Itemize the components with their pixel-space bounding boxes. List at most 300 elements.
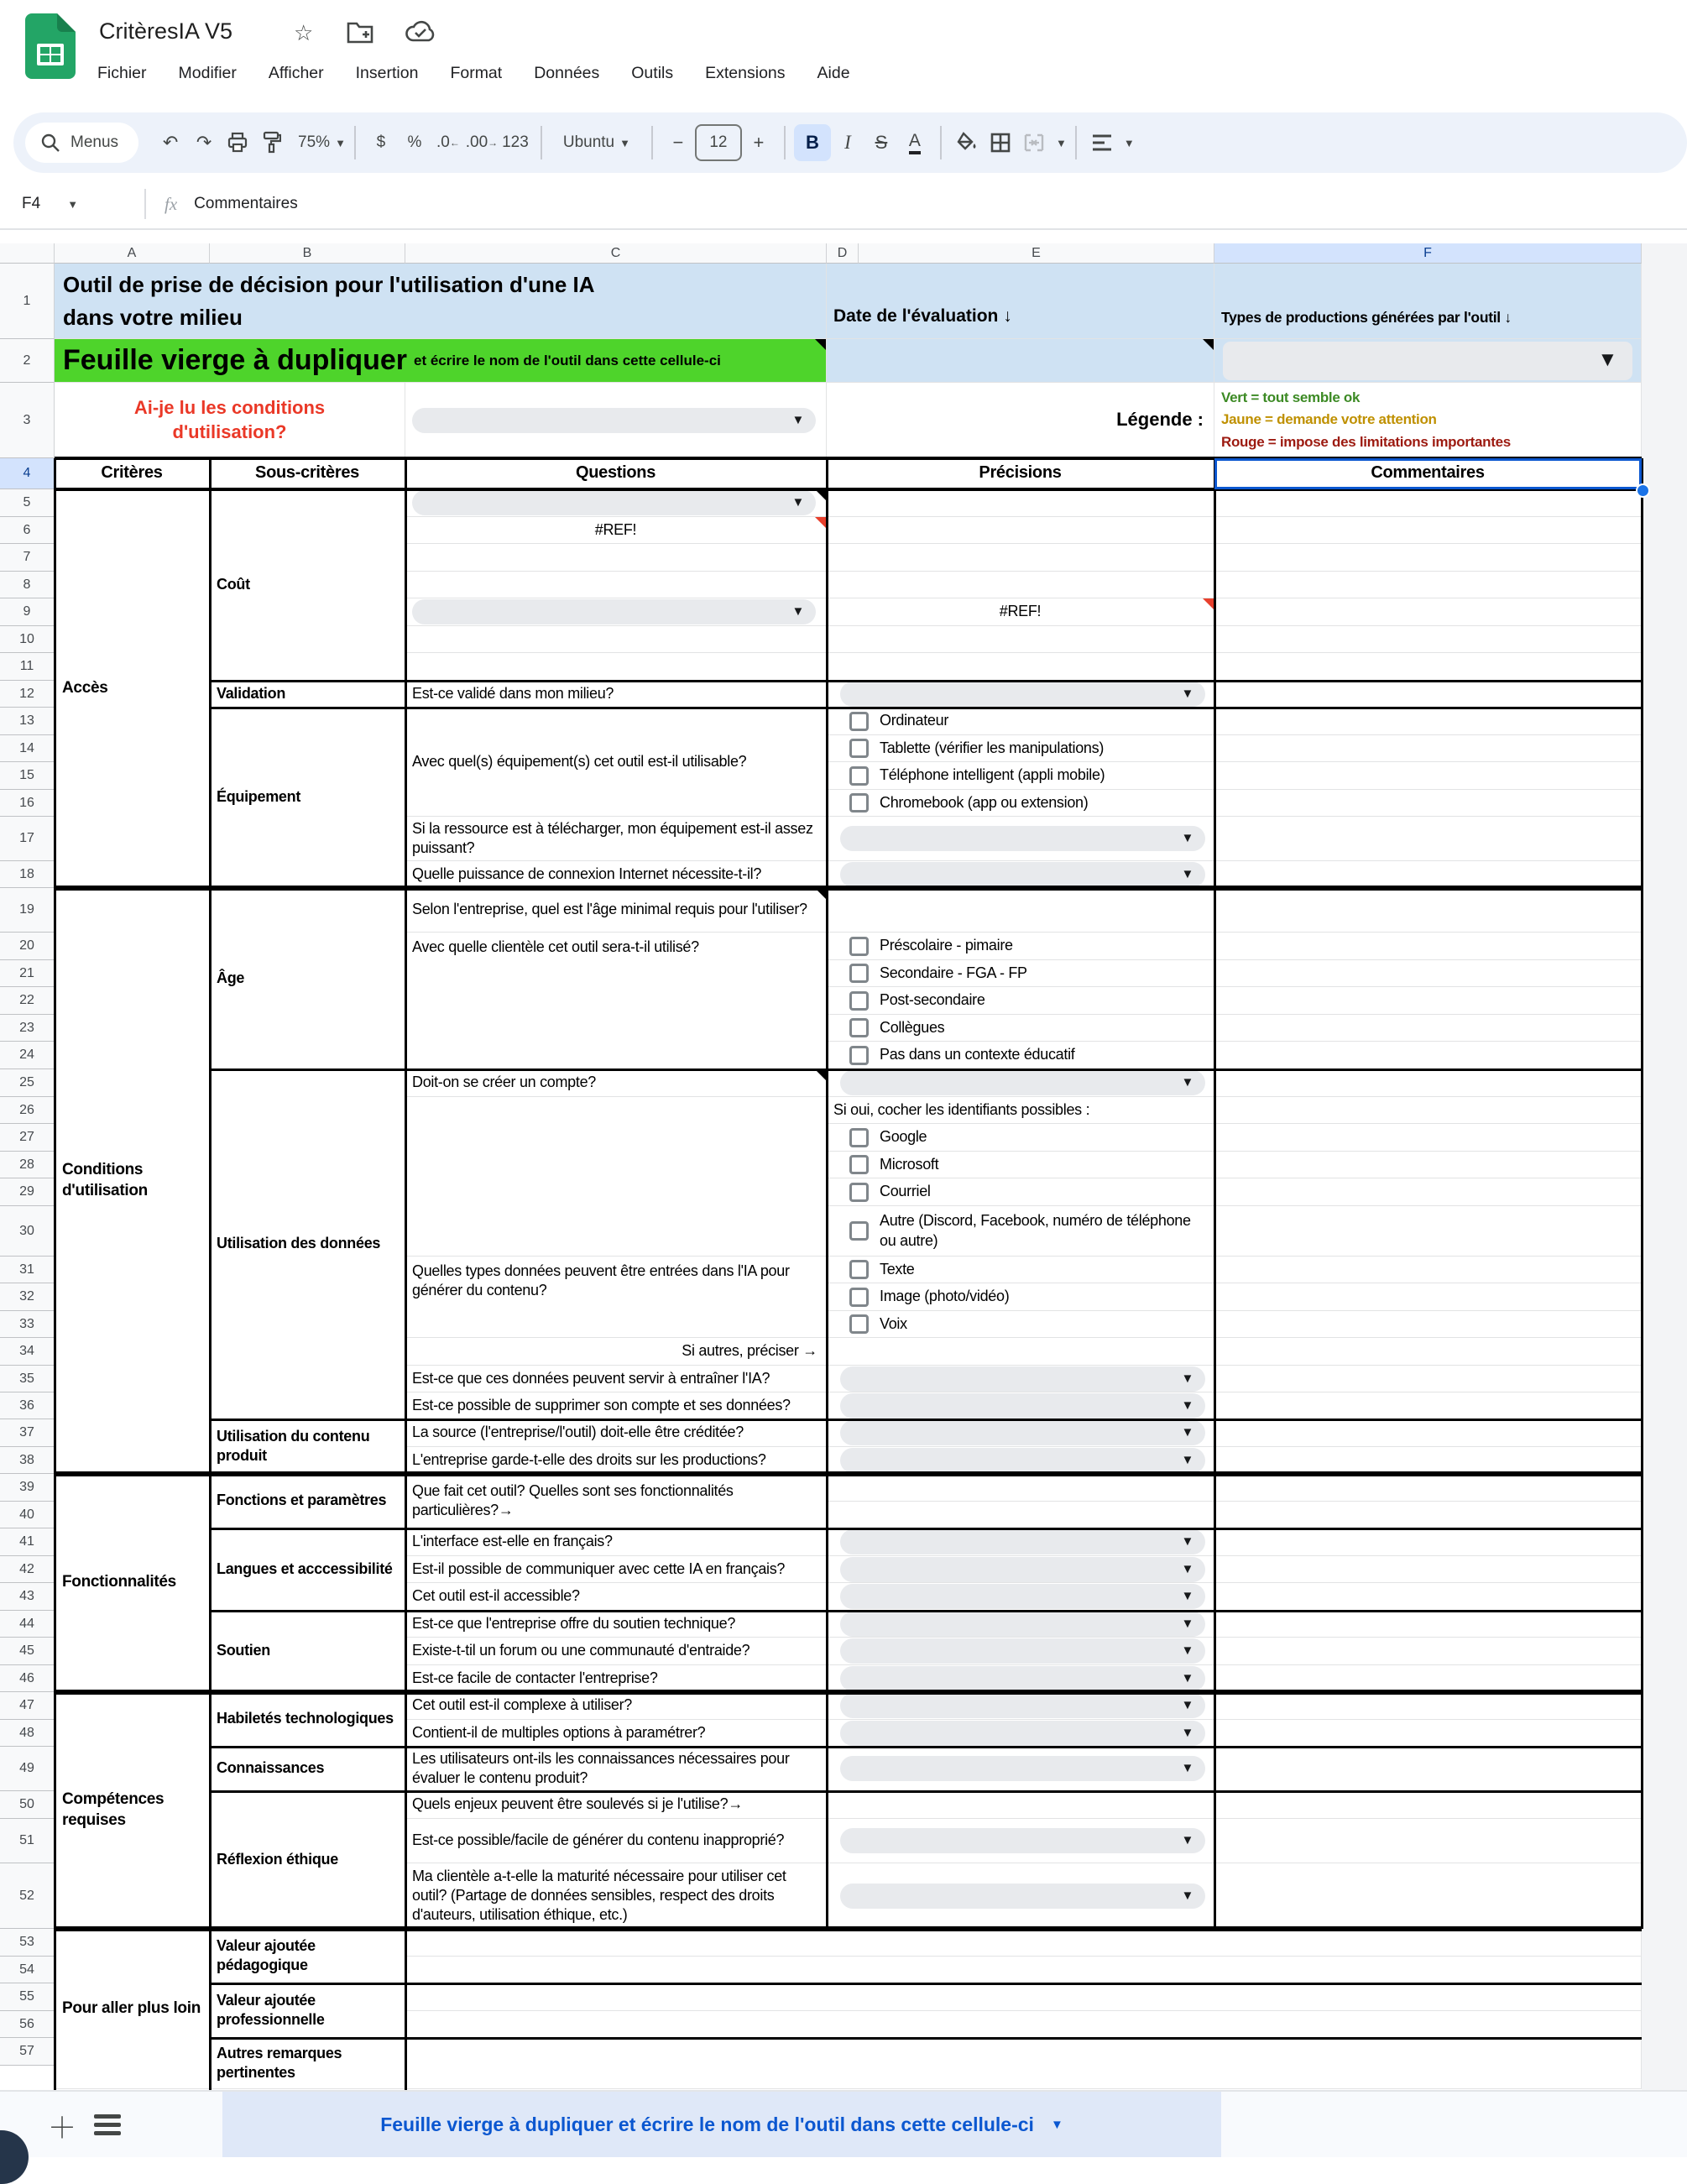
cell-F26[interactable] [1214,1097,1642,1124]
row-header-39[interactable]: 39 [0,1474,55,1502]
cell-F32[interactable] [1214,1283,1642,1311]
row-header-13[interactable]: 13 [0,708,55,735]
row-header-44[interactable]: 44 [0,1611,55,1638]
cell-DE22[interactable] [827,987,1214,1015]
cell-C7[interactable] [405,544,827,572]
cell-DE32[interactable] [827,1283,1214,1311]
cell-DE1[interactable] [827,264,1214,339]
checkbox-DE29[interactable] [849,1183,869,1202]
row-header-5[interactable]: 5 [0,489,55,517]
cell-DE5[interactable] [827,489,1214,517]
row-header-28[interactable]: 28 [0,1152,55,1178]
dropdown-DE44[interactable] [840,1612,1205,1637]
decrease-font-size-button[interactable]: − [672,132,684,153]
cell-A39[interactable] [55,1474,210,1692]
cell-C10[interactable] [405,626,827,653]
undo-button[interactable]: ↶ [162,132,179,153]
chevron-down-icon[interactable]: ▼ [1055,136,1067,149]
checkbox-DE24[interactable] [849,1046,869,1065]
cell-C18[interactable] [405,861,827,888]
cell-A4[interactable] [55,458,210,489]
cell-F49[interactable] [1214,1747,1642,1791]
cell-DE15[interactable] [827,762,1214,790]
sheet-tab-active[interactable]: Feuille vierge à dupliquer et écrire le nom de l'outil dans cette cellule-ci ▼ [222,2092,1221,2157]
cell-DE8[interactable] [827,572,1214,598]
cell-A53[interactable] [55,1929,210,2089]
cell-C47[interactable] [405,1692,827,1720]
cell-DE34[interactable] [827,1338,1214,1366]
text-color-button[interactable]: A [898,124,932,161]
cell-C49[interactable] [405,1747,827,1791]
row-header-3[interactable]: 3 [0,383,55,458]
cell-DE21[interactable] [827,960,1214,987]
cell-DE6[interactable] [827,517,1214,544]
zoom-select[interactable]: 75% ▼ [298,133,346,151]
cell-F16[interactable] [1214,790,1642,817]
cell-C39[interactable] [405,1474,827,1528]
cell-B12[interactable] [210,681,405,708]
row-header-10[interactable]: 10 [0,626,55,653]
row-header-42[interactable]: 42 [0,1556,55,1583]
cell-F34[interactable] [1214,1338,1642,1366]
cell-F3[interactable] [1214,383,1642,458]
dropdown-DE17[interactable] [840,826,1205,851]
increase-font-size-button[interactable]: + [753,132,765,153]
row-header-23[interactable]: 23 [0,1015,55,1042]
cell-DE52[interactable] [827,1863,1214,1929]
cell-F33[interactable] [1214,1311,1642,1338]
dropdown-DE37[interactable] [840,1420,1205,1445]
dropdown-DE52[interactable] [840,1884,1205,1909]
cell-B37[interactable] [210,1419,405,1474]
cell-C45[interactable] [405,1638,827,1665]
cell-DE45[interactable] [827,1638,1214,1665]
row-header-57[interactable]: 57 [0,2038,55,2066]
cell-C13[interactable] [405,708,827,817]
cell-DE4[interactable] [827,458,1214,489]
row-header-43[interactable]: 43 [0,1583,55,1611]
cell-C26[interactable] [405,1097,827,1257]
row-header-52[interactable]: 52 [0,1863,55,1929]
cell-DE12[interactable] [827,681,1214,708]
cell-DE19[interactable] [827,888,1214,933]
row-header-48[interactable]: 48 [0,1720,55,1747]
cell-B55[interactable] [210,1983,405,2038]
cell-A5[interactable] [55,489,210,888]
row-header-22[interactable]: 22 [0,987,55,1015]
row-header-30[interactable]: 30 [0,1206,55,1257]
cell-DE39[interactable] [827,1474,1214,1502]
checkbox-DE13[interactable] [849,712,869,731]
cell-A19[interactable] [55,888,210,1474]
row-header-27[interactable]: 27 [0,1124,55,1152]
cell-B53[interactable] [210,1929,405,1983]
dropdown-DE25[interactable] [840,1070,1205,1095]
cell-DE29[interactable] [827,1178,1214,1206]
cell-C52[interactable] [405,1863,827,1929]
cell-DE9[interactable] [827,598,1214,626]
cell-AC2[interactable] [55,339,827,383]
cell-DE51[interactable] [827,1819,1214,1863]
cell-C31[interactable] [405,1257,827,1338]
row-header-21[interactable]: 21 [0,960,55,987]
row-header-53[interactable]: 53 [0,1929,55,1957]
menu-aide[interactable]: Aide [817,64,850,82]
dropdown-DE49[interactable] [840,1756,1205,1781]
cell-F48[interactable] [1214,1720,1642,1747]
more-formats-button[interactable]: 123 [502,133,529,151]
row-header-19[interactable]: 19 [0,888,55,933]
italic-button[interactable]: I [844,132,851,153]
row-header-46[interactable]: 46 [0,1665,55,1692]
cell-DE23[interactable] [827,1015,1214,1042]
format-percent-button[interactable]: % [407,133,422,151]
row-header-9[interactable]: 9 [0,598,55,626]
cell-C48[interactable] [405,1720,827,1747]
cell-B41[interactable] [210,1528,405,1611]
cell-C4[interactable] [405,458,827,489]
dropdown-C9[interactable] [412,599,816,624]
font-select[interactable]: Ubuntu ▼ [562,133,631,151]
cell-F36[interactable] [1214,1392,1642,1419]
row-header-36[interactable]: 36 [0,1392,55,1419]
cell-DE13[interactable] [827,708,1214,735]
name-box[interactable]: F4 ▼ [22,195,79,212]
checkbox-DE31[interactable] [849,1260,869,1279]
cell-F14[interactable] [1214,735,1642,762]
cell-F4[interactable] [1214,458,1642,489]
dropdown-DE43[interactable] [840,1584,1205,1609]
select-all-corner[interactable] [0,243,55,264]
row-header-31[interactable]: 31 [0,1257,55,1283]
cell-DE41[interactable] [827,1528,1214,1556]
row-header-40[interactable]: 40 [0,1502,55,1528]
cell-DE30[interactable] [827,1206,1214,1257]
cell-C25[interactable] [405,1069,827,1097]
cell-F29[interactable] [1214,1178,1642,1206]
cell-F6[interactable] [1214,517,1642,544]
cell-AC1[interactable] [55,264,827,339]
cell-F18[interactable] [1214,861,1642,888]
cell-F24[interactable] [1214,1042,1642,1069]
cell-B25[interactable] [210,1069,405,1419]
document-title[interactable]: CritèresIA V5 [99,18,233,44]
cell-A47[interactable] [55,1692,210,1929]
dropdown-DE46[interactable] [840,1666,1205,1691]
row-header-15[interactable]: 15 [0,762,55,790]
cell-DE2[interactable] [827,339,1214,383]
cell-F28[interactable] [1214,1152,1642,1178]
cell-B19[interactable] [210,888,405,1069]
row-header-17[interactable]: 17 [0,817,55,861]
cell-B49[interactable] [210,1747,405,1791]
cell-AB3[interactable] [55,383,405,458]
menu-modifier[interactable]: Modifier [178,64,237,82]
cell-B57[interactable] [210,2038,405,2089]
cell-CF57[interactable] [405,2038,1642,2089]
cell-F42[interactable] [1214,1556,1642,1583]
cell-DE28[interactable] [827,1152,1214,1178]
row-header-18[interactable]: 18 [0,861,55,888]
cell-F12[interactable] [1214,681,1642,708]
cell-C20[interactable] [405,933,827,1069]
menu-insertion[interactable]: Insertion [355,64,419,82]
cell-DE25[interactable] [827,1069,1214,1097]
cell-C38[interactable] [405,1447,827,1474]
bold-button[interactable]: B [794,124,831,161]
all-sheets-button[interactable] [91,2110,124,2140]
row-header-47[interactable]: 47 [0,1692,55,1720]
cell-C36[interactable] [405,1392,827,1419]
cell-DE50[interactable] [827,1791,1214,1819]
checkbox-DE16[interactable] [849,793,869,812]
cell-F10[interactable] [1214,626,1642,653]
cell-F19[interactable] [1214,888,1642,933]
cell-DE33[interactable] [827,1311,1214,1338]
cell-F43[interactable] [1214,1583,1642,1611]
cell-DE17[interactable] [827,817,1214,861]
dropdown-DE35[interactable] [840,1366,1205,1392]
dropdown-DE48[interactable] [840,1721,1205,1746]
cell-CF53[interactable] [405,1929,1642,1957]
cell-F22[interactable] [1214,987,1642,1015]
cell-C43[interactable] [405,1583,827,1611]
cell-F37[interactable] [1214,1419,1642,1447]
cell-F7[interactable] [1214,544,1642,572]
decrease-decimals-button[interactable]: .0 ← [436,133,460,151]
cell-DE47[interactable] [827,1692,1214,1720]
column-header-B[interactable]: B [210,243,405,264]
checkbox-DE23[interactable] [849,1018,869,1037]
cell-B13[interactable] [210,708,405,888]
cell-DE31[interactable] [827,1257,1214,1283]
row-header-1[interactable]: 1 [0,264,55,339]
cell-C42[interactable] [405,1556,827,1583]
cell-F38[interactable] [1214,1447,1642,1474]
chevron-down-icon[interactable]: ▼ [1123,136,1135,149]
row-header-14[interactable]: 14 [0,735,55,762]
cell-B4[interactable] [210,458,405,489]
row-header-56[interactable]: 56 [0,2011,55,2038]
cell-F5[interactable] [1214,489,1642,517]
cell-F9[interactable] [1214,598,1642,626]
cell-DE40[interactable] [827,1502,1214,1528]
cell-F13[interactable] [1214,708,1642,735]
cell-F52[interactable] [1214,1863,1642,1929]
row-header-7[interactable]: 7 [0,544,55,572]
row-header-37[interactable]: 37 [0,1419,55,1447]
cell-F20[interactable] [1214,933,1642,960]
cell-DE37[interactable] [827,1419,1214,1447]
cell-CF56[interactable] [405,2011,1642,2038]
cell-F45[interactable] [1214,1638,1642,1665]
row-header-24[interactable]: 24 [0,1042,55,1069]
cell-DE3[interactable] [827,383,1214,458]
dropdown-DE47[interactable] [840,1693,1205,1718]
cell-F27[interactable] [1214,1124,1642,1152]
row-header-50[interactable]: 50 [0,1791,55,1819]
cell-B47[interactable] [210,1692,405,1747]
row-header-54[interactable]: 54 [0,1957,55,1983]
add-sheet-button[interactable]: ＋ [48,2112,76,2145]
checkbox-DE33[interactable] [849,1314,869,1334]
cell-DE26[interactable] [827,1097,1214,1124]
row-header-35[interactable]: 35 [0,1366,55,1392]
cell-B5[interactable] [210,489,405,681]
cell-B39[interactable] [210,1474,405,1528]
cell-DE7[interactable] [827,544,1214,572]
dropdown-DE45[interactable] [840,1638,1205,1664]
row-header-45[interactable]: 45 [0,1638,55,1665]
cell-C46[interactable] [405,1665,827,1692]
checkbox-DE28[interactable] [849,1155,869,1174]
cell-C6[interactable] [405,517,827,544]
column-header-D[interactable]: D [827,243,859,264]
checkbox-DE21[interactable] [849,964,869,983]
cell-DE48[interactable] [827,1720,1214,1747]
cell-DE14[interactable] [827,735,1214,762]
cell-F11[interactable] [1214,653,1642,681]
cell-F46[interactable] [1214,1665,1642,1692]
cell-C3[interactable] [405,383,827,458]
cell-DE16[interactable] [827,790,1214,817]
cell-F30[interactable] [1214,1206,1642,1257]
row-header-55[interactable]: 55 [0,1983,55,2011]
cell-C9[interactable] [405,598,827,626]
dropdown-C3[interactable] [412,408,816,433]
checkbox-DE20[interactable] [849,937,869,956]
menu-extensions[interactable]: Extensions [705,64,786,82]
cell-C12[interactable] [405,681,827,708]
cell-C51[interactable] [405,1819,827,1863]
checkbox-DE14[interactable] [849,739,869,758]
checkbox-DE30[interactable] [849,1221,869,1241]
row-header-26[interactable]: 26 [0,1097,55,1124]
cell-F25[interactable] [1214,1069,1642,1097]
checkbox-DE27[interactable] [849,1128,869,1147]
cell-DE11[interactable] [827,653,1214,681]
dropdown-DE12[interactable] [840,682,1205,707]
star-icon[interactable]: ☆ [294,20,314,45]
row-header-12[interactable]: 12 [0,681,55,708]
cell-C50[interactable] [405,1791,827,1819]
cell-F23[interactable] [1214,1015,1642,1042]
cell-F21[interactable] [1214,960,1642,987]
row-header-8[interactable]: 8 [0,572,55,598]
row-header-32[interactable]: 32 [0,1283,55,1311]
cell-F51[interactable] [1214,1819,1642,1863]
cell-C37[interactable] [405,1419,827,1447]
cell-DE46[interactable] [827,1665,1214,1692]
cell-DE43[interactable] [827,1583,1214,1611]
cell-DE36[interactable] [827,1392,1214,1419]
menu-outils[interactable]: Outils [631,64,674,82]
cell-F41[interactable] [1214,1528,1642,1556]
dropdown-DE41[interactable] [840,1529,1205,1554]
cell-DE35[interactable] [827,1366,1214,1392]
cell-DE44[interactable] [827,1611,1214,1638]
menu-fichier[interactable]: Fichier [97,64,147,82]
row-header-4[interactable]: 4 [0,458,55,489]
cell-F1[interactable] [1214,264,1642,339]
strikethrough-button[interactable]: S [875,132,888,153]
cell-C41[interactable] [405,1528,827,1556]
checkbox-DE32[interactable] [849,1288,869,1307]
cell-F17[interactable] [1214,817,1642,861]
cell-F8[interactable] [1214,572,1642,598]
cell-F50[interactable] [1214,1791,1642,1819]
column-header-A[interactable]: A [55,243,210,264]
cell-F31[interactable] [1214,1257,1642,1283]
checkbox-DE15[interactable] [849,766,869,786]
menu-donnes[interactable]: Données [534,64,600,82]
cell-C11[interactable] [405,653,827,681]
cell-DE20[interactable] [827,933,1214,960]
increase-decimals-button[interactable]: .00 → [465,133,499,151]
menu-afficher[interactable]: Afficher [268,64,324,82]
column-header-F[interactable]: F [1214,243,1642,264]
row-header-51[interactable]: 51 [0,1819,55,1863]
cell-F40[interactable] [1214,1502,1642,1528]
row-header-16[interactable]: 16 [0,790,55,817]
cell-C5[interactable] [405,489,827,517]
row-header-25[interactable]: 25 [0,1069,55,1097]
redo-button[interactable]: ↷ [196,132,212,153]
cell-F2[interactable] [1214,339,1642,383]
dropdown-C5[interactable] [412,490,816,515]
cell-C17[interactable] [405,817,827,861]
row-header-6[interactable]: 6 [0,517,55,544]
cell-CF54[interactable] [405,1957,1642,1983]
cell-B50[interactable] [210,1791,405,1929]
cell-DE24[interactable] [827,1042,1214,1069]
dropdown-DE51[interactable] [840,1828,1205,1853]
row-header-29[interactable]: 29 [0,1178,55,1206]
dropdown-DE18[interactable] [840,862,1205,887]
cell-DE10[interactable] [827,626,1214,653]
cell-F15[interactable] [1214,762,1642,790]
cell-DE18[interactable] [827,861,1214,888]
checkbox-DE22[interactable] [849,991,869,1011]
cell-F35[interactable] [1214,1366,1642,1392]
row-header-34[interactable]: 34 [0,1338,55,1366]
row-header-41[interactable]: 41 [0,1528,55,1556]
row-header-2[interactable]: 2 [0,339,55,383]
cell-C44[interactable] [405,1611,827,1638]
cell-F39[interactable] [1214,1474,1642,1502]
menu-format[interactable]: Format [450,64,503,82]
dropdown-DE38[interactable] [840,1448,1205,1473]
row-header-49[interactable]: 49 [0,1747,55,1791]
cell-F47[interactable] [1214,1692,1642,1720]
format-currency-button[interactable]: $ [376,133,386,151]
row-header-33[interactable]: 33 [0,1311,55,1338]
cell-DE49[interactable] [827,1747,1214,1791]
column-header-C[interactable]: C [405,243,827,264]
cell-F44[interactable] [1214,1611,1642,1638]
cell-C34[interactable] [405,1338,827,1366]
cell-C19[interactable] [405,888,827,933]
cell-DE38[interactable] [827,1447,1214,1474]
cell-C8[interactable] [405,572,827,598]
row-header-11[interactable]: 11 [0,653,55,681]
cell-B44[interactable] [210,1611,405,1692]
row-header-20[interactable]: 20 [0,933,55,960]
dropdown-DE42[interactable] [840,1557,1205,1582]
dropdown-DE36[interactable] [840,1393,1205,1419]
column-header-E[interactable]: E [859,243,1214,264]
row-header-38[interactable]: 38 [0,1447,55,1474]
